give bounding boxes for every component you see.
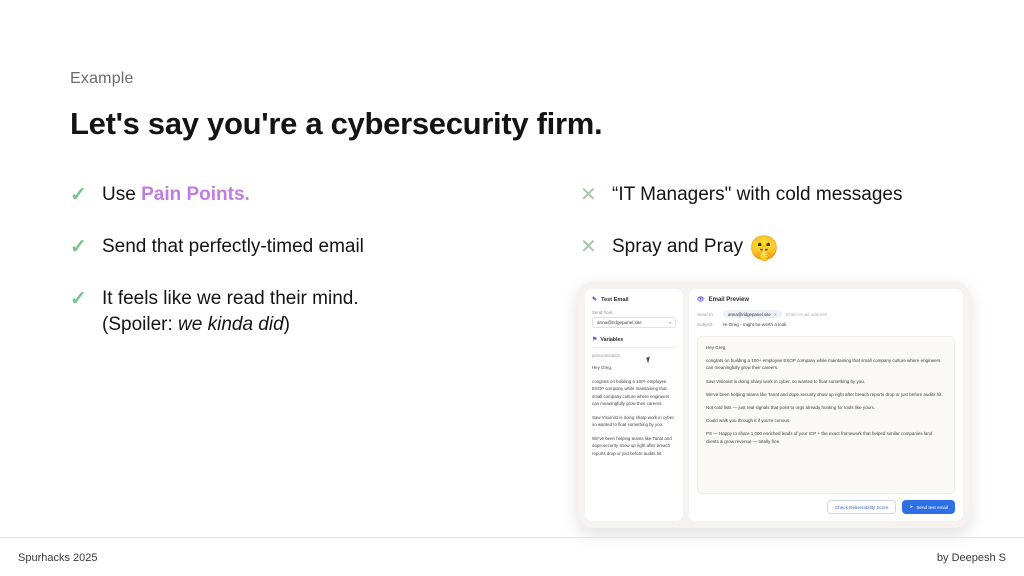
bullet-text [612, 234, 779, 262]
cross-icon: ✕ [580, 236, 597, 258]
email-preview-pane [689, 289, 963, 521]
close-icon[interactable]: ✕ [773, 311, 778, 317]
footer-left-label: Spurhacks 2025 [18, 552, 98, 564]
email-preview-title-label: Email Preview [708, 296, 749, 303]
draft-line: Hey Greg, [592, 365, 613, 370]
check-icon: ✓ [70, 288, 87, 310]
right-bullet-column [580, 182, 1000, 288]
email-paragraph: PS — Happy to share 1,000 enriched leads of your ICP + the exact framework that helped similar companies land clients & grow revenue — totally free. [706, 431, 933, 444]
eyebrow-label: Example [70, 70, 134, 87]
list-item [70, 286, 510, 338]
send-test-email-button[interactable] [902, 500, 955, 514]
bullet-text-accent: Pain Points. [141, 184, 250, 205]
check-icon: ✓ [70, 184, 87, 206]
email-body [697, 336, 955, 494]
recipient-chip[interactable] [723, 310, 782, 318]
bullet-text-plain: Use [102, 184, 142, 205]
recipient-input-placeholder[interactable]: Enter email address [786, 311, 828, 317]
draft-line: We've been helping teams like Tanat and dope.security show up right after breach reports drop or just before audits hit. [592, 435, 672, 456]
email-paragraph: Not cold lists — just real signals that point to orgs already hunting for tools like yours. [706, 405, 876, 411]
send-test-email-label: Send test email [916, 504, 948, 510]
document-icon: ✎ [592, 297, 598, 303]
paper-plane-icon: ➤ [909, 504, 914, 509]
subject-value[interactable]: Hi Greg - might be worth a look [723, 322, 787, 327]
send-from-value: anna@ridgepanel.site [597, 320, 642, 325]
bullet-text: Send that perfectly-timed email [102, 236, 364, 257]
send-from-select[interactable] [592, 317, 676, 328]
draft-line: Saw Visionist is doing sharp work in cyber, so wanted to float something by you. [592, 414, 675, 427]
cross-icon: ✕ [580, 184, 597, 206]
email-paragraph: Saw Visionist is doing sharp work in cyber, so wanted to float something by you. [706, 378, 866, 384]
subject-row [697, 322, 955, 327]
app-screenshot-card [578, 282, 970, 528]
check-icon: ✓ [70, 236, 87, 258]
test-email-title [592, 296, 676, 303]
test-email-pane [585, 289, 683, 521]
draft-line: congrats on building a 100+ employee ESOP company while maintaining that small company culture where engineers can meaningfully grow their careers. [592, 378, 670, 406]
variables-title-label: Variables [600, 336, 624, 343]
bullet-text: “IT Managers" with cold messages [612, 184, 903, 205]
send-to-label: Send to: [697, 311, 715, 317]
test-email-title-label: Test Email [601, 296, 629, 303]
footer-right-label: by Deepesh S [936, 552, 1006, 564]
eye-icon: 👁 [697, 297, 705, 303]
list-item [580, 234, 1000, 262]
variables-header [592, 336, 676, 343]
footer-divider [0, 537, 1024, 538]
email-paragraph: Hey Greg, [706, 345, 727, 350]
bullet-text [102, 286, 359, 338]
variables-subtitle: personalization [592, 353, 621, 358]
bullet-text-plain: It feels like we read their mind. [102, 288, 359, 309]
page-title: Let's say you're a cybersecurity firm. [70, 106, 603, 141]
list-item [70, 182, 510, 208]
bullet-subtext [102, 312, 359, 338]
divider [592, 347, 676, 348]
recipient-chip-label: anna@ridgepanel.site [728, 311, 771, 317]
list-item [580, 182, 1000, 208]
bullet-text-plain: Spray and Pray [612, 236, 743, 257]
bullet-subtext-prefix: (Spoiler: [102, 314, 179, 335]
send-from-label: Send from: [592, 310, 614, 315]
list-item [70, 234, 510, 260]
tag-icon: ⚑ [592, 337, 598, 343]
email-preview-title [697, 296, 955, 303]
email-paragraph: congrats on building a 100+ employee ESOP company while maintaining that small company culture where engineers can meaningfully grow their careers. [706, 358, 941, 371]
send-to-row [697, 310, 955, 318]
shushing-face-emoji: 🤫 [748, 235, 779, 262]
check-deliverability-button[interactable]: Check Deliverability Score [827, 500, 897, 514]
email-paragraph: Could walk you through it if you're curious. [706, 418, 791, 424]
email-paragraph: We've been helping teams like Tanat and dope.security show up right after breach reports drop or just before audits hit. [706, 391, 943, 397]
bullet-text [102, 182, 250, 208]
left-bullet-column [70, 182, 510, 364]
action-button-row [697, 500, 955, 514]
subject-label: Subject: [697, 322, 714, 327]
bullet-subtext-suffix: ) [283, 314, 290, 335]
chevron-down-icon: ▾ [668, 320, 671, 325]
bullet-subtext-italic: we kinda did [178, 314, 284, 335]
